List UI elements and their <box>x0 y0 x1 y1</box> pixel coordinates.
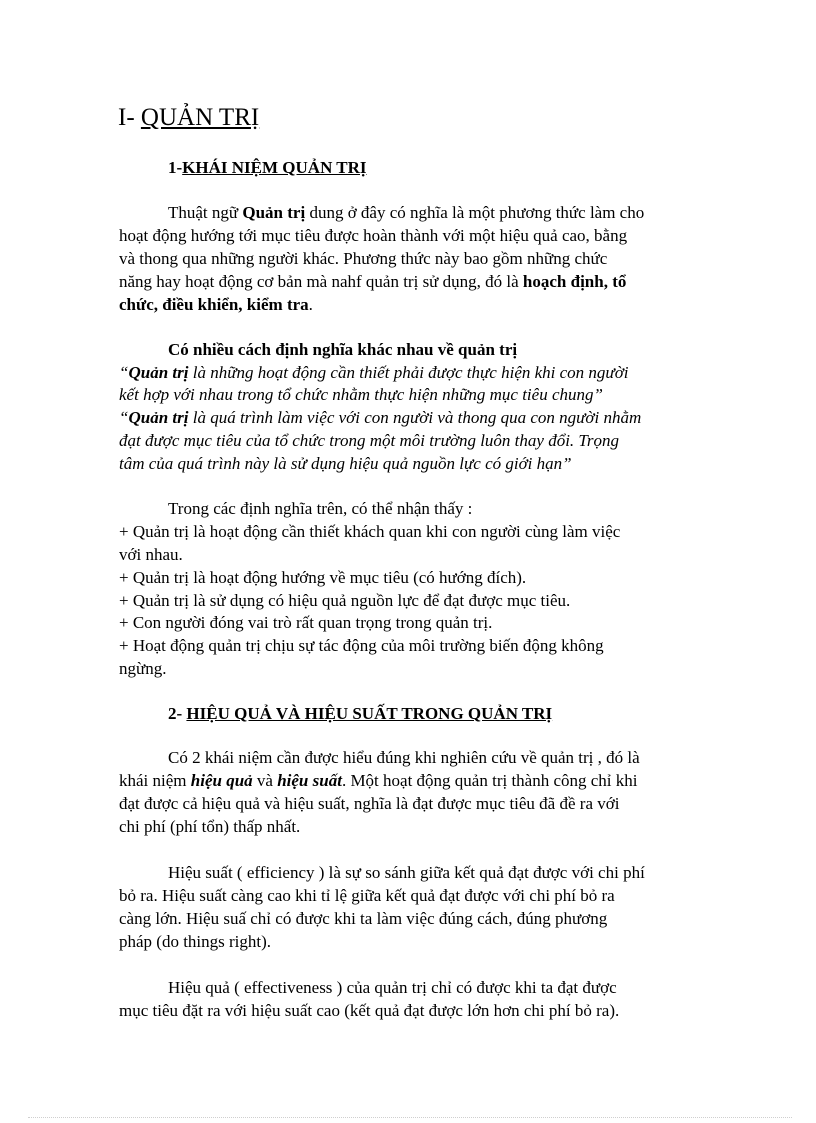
s2-p1-line1: Có 2 khái niệm cần được hiểu đúng khi nghiên cứu về quản trị , đó là <box>168 748 640 767</box>
s1-definition1-line2: kết hợp với nhau trong tổ chức nhằm thực hiện những mục tiêu chung” <box>119 385 603 404</box>
s1-definition2-line3: tâm của quá trình này là sử dụng hiệu quả nguồn lực có giới hạn” <box>119 454 572 473</box>
text-run: năng hay hoạt động cơ bản mà nahf quản trị sử dụng, đó là <box>119 272 523 291</box>
s1-bullet2: + Quản trị là hoạt động hướng về mục tiêu (có hướng đích). <box>119 568 527 587</box>
text-run: . Một hoạt động quản trị thành công chỉ khi <box>341 771 638 790</box>
s1-p1-line1 <box>168 202 644 224</box>
s2-p2-line1: Hiệu suất ( efficiency ) là sự so sánh giữa kết quả đạt được với chi phí <box>168 863 645 882</box>
s1-definition1-line1 <box>119 362 629 384</box>
text-run: dung ở đây có nghĩa là một phương thức làm cho <box>305 203 645 222</box>
s1-bullet1-line1: + Quản trị là hoạt động cần thiết khách quan khi con người cùng làm việc <box>119 522 621 541</box>
s2-p2-line4: pháp (do things right). <box>119 932 272 951</box>
section1-heading <box>168 158 367 178</box>
s1-p2-title: Có nhiều cách định nghĩa khác nhau về quản trị <box>168 340 518 359</box>
s1-bullet5-line1: + Hoạt động quản trị chịu sự tác động của môi trường biến động không <box>119 636 604 655</box>
text-run: và <box>252 771 278 790</box>
s2-p3-line2: mục tiêu đặt ra với hiệu suất cao (kết quả đạt được lớn hơn chi phí bỏ ra). <box>119 1001 620 1020</box>
text-run: là những hoạt động cần thiết phải được thực hiện khi con người <box>188 363 629 382</box>
s2-p3-line1: Hiệu quả ( effectiveness ) của quản trị chỉ có được khi ta đạt được <box>168 978 617 997</box>
bold-term: hiệu quả <box>190 771 253 790</box>
s1-bullet5-line2: ngừng. <box>119 659 167 678</box>
bold-term: hiệu suất <box>277 771 342 790</box>
s1-bullet4: + Con người đóng vai trò rất quan trọng trong quản trị. <box>119 613 493 632</box>
s2-p2-line2: bỏ ra. Hiệu suất càng cao khi tỉ lệ giữa kết quả đạt được với chi phí bỏ ra <box>119 886 615 905</box>
bold-term: hoạch định, tổ <box>522 272 627 291</box>
s1-bullet3: + Quản trị là sử dụng có hiệu quả nguồn lực để đạt được mục tiêu. <box>119 591 571 610</box>
s1-p1-line5 <box>119 294 313 316</box>
s2-p2-line3: càng lớn. Hiệu suấ chỉ có được khi ta làm việc đúng cách, đúng phương <box>119 909 608 928</box>
s1-definition2-line2: đạt được mục tiêu của tổ chức trong một môi trường luôn thay đổi. Trọng <box>119 431 620 450</box>
s1-definition2-line1 <box>119 407 641 429</box>
s1-p1-line3: và thong qua những người khác. Phương thức này bao gồm những chức <box>119 249 608 268</box>
section1-prefix: 1- <box>168 158 183 177</box>
quote-mark: “ <box>119 363 129 382</box>
bold-term: Quản trị <box>128 363 189 382</box>
s2-p1-line4: chi phí (phí tổn) thấp nhất. <box>119 817 301 836</box>
main-heading <box>118 104 259 132</box>
bold-term: Quản trị <box>128 408 189 427</box>
s1-p1-line4 <box>119 271 626 293</box>
section2-prefix: 2- <box>168 704 187 723</box>
s2-p1-line3: đạt được cả hiệu quả và hiệu suất, nghĩa là đạt được mục tiêu đã đề ra với <box>119 794 620 813</box>
bold-term: Quản trị <box>242 203 306 222</box>
main-heading-title: QUẢN TRỊ <box>140 104 260 131</box>
text-run: Thuật ngữ <box>168 203 243 222</box>
s2-p1-line2 <box>119 770 638 792</box>
text-run: là quá trình làm việc với con người và thong qua con người nhằm <box>188 408 642 427</box>
section1-title: KHÁI NIỆM QUẢN TRỊ <box>182 158 367 177</box>
text-run: . <box>308 295 313 314</box>
section2-heading <box>168 704 552 724</box>
s1-p1-line2: hoạt động hướng tới mục tiêu được hoàn thành với một hiệu quả cao, bằng <box>119 226 628 245</box>
quote-mark: “ <box>119 408 129 427</box>
s1-p3-intro: Trong các định nghĩa trên, có thể nhận thấy : <box>168 499 473 518</box>
bold-term: chức, điều khiển, kiểm tra <box>119 295 309 314</box>
text-run: khái niệm <box>119 771 191 790</box>
page-bottom-border <box>28 1117 792 1118</box>
section2-title: HIỆU QUẢ VÀ HIỆU SUẤT TRONG QUẢN TRỊ <box>186 704 553 723</box>
main-heading-prefix: I- <box>118 104 141 131</box>
s1-bullet1-line2: với nhau. <box>119 545 183 564</box>
